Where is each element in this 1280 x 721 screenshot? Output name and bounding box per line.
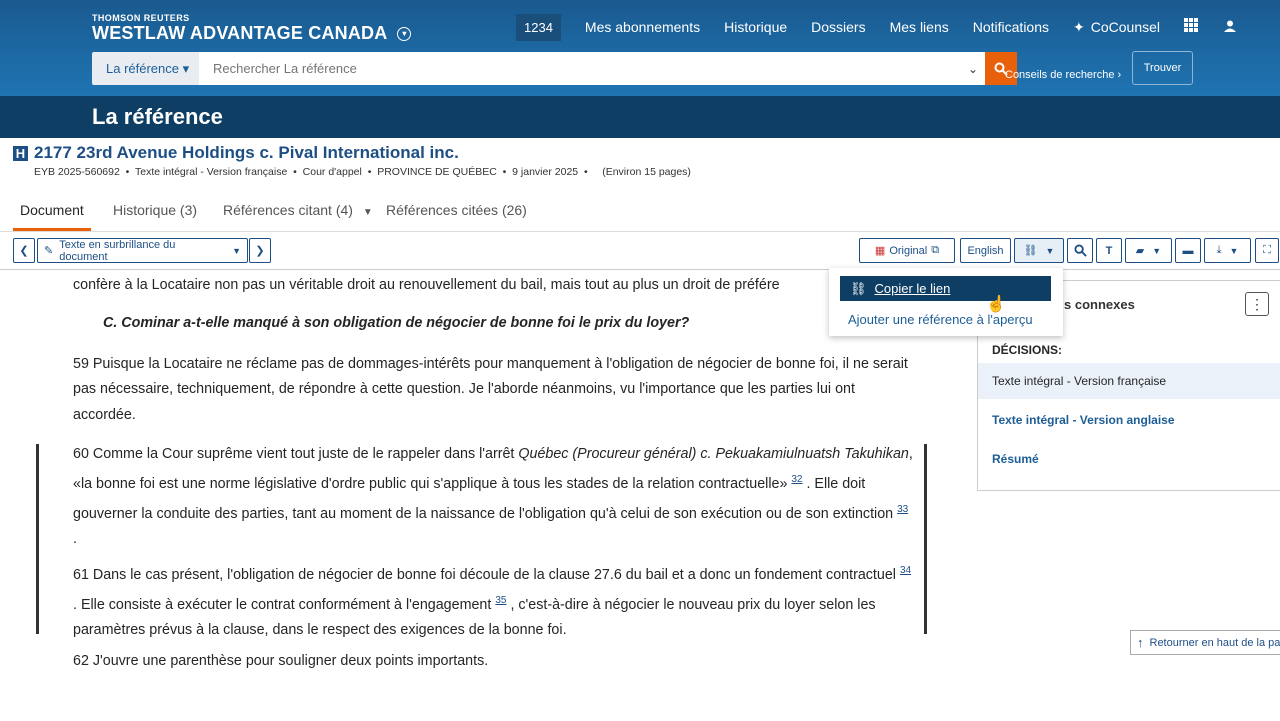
back-to-top-label: Retourner en haut de la pa xyxy=(1149,636,1280,649)
body-line: confère à la Locataire non pas un véritable droit au renouvellement du bail, mais tout au plus un droit de préfére xyxy=(73,277,780,293)
footnote-link[interactable]: 34 xyxy=(899,565,912,576)
search-type-label: La référence xyxy=(106,61,179,76)
nav-links[interactable]: Mes liens xyxy=(889,19,949,35)
apps-grid-icon[interactable] xyxy=(1184,18,1198,36)
p60-text-d: . xyxy=(73,531,77,548)
p60-text-b: , «la bonne foi est une norme législative d'ordre public qui s'applique à tous les stades de la relation contractuelle» xyxy=(73,446,913,493)
document-tabs xyxy=(0,195,1280,232)
nav-history[interactable]: Historique xyxy=(724,19,788,35)
find-button[interactable]: Trouver xyxy=(1132,51,1193,85)
brand-small: THOMSON REUTERS xyxy=(92,13,190,23)
footnote-link[interactable]: 33 xyxy=(897,504,909,516)
link-icon: ⛓ xyxy=(1023,245,1038,257)
search-dropdown-icon[interactable]: ⌄ xyxy=(961,52,985,85)
history-flag-icon[interactable]: H xyxy=(13,146,28,161)
search-input[interactable] xyxy=(199,52,961,85)
brand-main: WESTLAW ADVANTAGE CANADA xyxy=(92,23,388,43)
link-dropdown-menu xyxy=(829,268,1063,336)
page-title: La référence xyxy=(92,104,223,129)
paragraph-59: 59 Puisque la Locataire ne réclame pas de dommages-intérêts pour manquement à l'obligation de négocier de bonne foi, il ne serait pas nécessaire, techniquement, de répondre à cette question. Je l'aborde néanmoins, vu l'importance que les parties lui ont accordée. xyxy=(73,356,908,423)
caret-down-icon: ▼ xyxy=(362,207,373,218)
decisions-heading: DÉCISIONS: xyxy=(992,343,1063,357)
download-button[interactable] xyxy=(1204,238,1251,263)
download-icon: ⤓ xyxy=(1216,244,1222,256)
mouse-cursor-icon: ☝ xyxy=(986,296,1006,313)
p61-text-c: , c'est-à-dire à négocier le nouveau prix du loyer selon les paramètres prévus à la clause, dans le respect des exigences de la bonne foi. xyxy=(73,596,876,639)
pdf-icon: ▦ xyxy=(874,245,886,257)
p61-text-a: 61 Dans le cas présent, l'obligation de négocier de bonne foi découle de la clause 27.6 du bail et a donc un fondement contractuel xyxy=(73,566,900,583)
search-icon xyxy=(1074,244,1087,257)
tab-cited-references[interactable]: Références citées (26) xyxy=(386,202,527,218)
client-id[interactable]: 1234 xyxy=(516,14,561,41)
search-tips-link[interactable]: Conseils de recherche › xyxy=(1005,69,1122,81)
paragraph-62: 62 J'ouvre une parenthèse pour souligner deux points importants. xyxy=(73,653,489,669)
arrow-up-icon: ↑ xyxy=(1137,635,1144,650)
p61-text-b: . Elle consiste à exécuter le contrat conformément à l'engagement xyxy=(73,596,496,613)
nav-subscriptions[interactable]: Mes abonnements xyxy=(584,19,701,35)
pen-icon: ✎ xyxy=(44,245,54,257)
tab-citing-references[interactable] xyxy=(223,202,373,218)
related-item-french[interactable]: Texte intégral - Version française xyxy=(992,374,1167,388)
highlight-select[interactable] xyxy=(37,238,248,263)
copy-link-menu-item[interactable] xyxy=(840,276,1051,301)
p60-text-a: 60 Comme la Cour suprême vient tout juste de le rappeler dans l'arrêt xyxy=(73,446,519,462)
previous-highlight-button[interactable]: ❮ xyxy=(13,238,35,263)
text-size-icon[interactable]: T xyxy=(1096,238,1122,263)
link-menu-button[interactable] xyxy=(1014,238,1064,263)
sparkle-icon: ✦ xyxy=(1073,18,1085,35)
tab-history[interactable]: Historique (3) xyxy=(113,202,198,218)
main-nav xyxy=(516,12,1262,42)
search-type-select[interactable]: La référence ▾ xyxy=(92,52,199,85)
nav-notifications[interactable]: Notifications xyxy=(972,19,1050,35)
highlight-label: Texte en surbrillance du document xyxy=(59,238,176,263)
tab-document[interactable]: Document xyxy=(20,202,84,218)
document-toolbar xyxy=(0,238,1280,270)
note-icon: ▰ xyxy=(1135,245,1145,257)
highlight-bar-right xyxy=(924,444,927,634)
nav-cocounsel[interactable] xyxy=(1073,19,1160,36)
folder-icon[interactable]: ▬ xyxy=(1175,238,1201,263)
search-bar xyxy=(92,52,1017,85)
tab-citing-label: Références citant (4) xyxy=(223,202,353,218)
related-item-summary[interactable]: Résumé xyxy=(992,452,1039,466)
notes-button[interactable] xyxy=(1125,238,1172,263)
link-icon: ⛓ xyxy=(850,280,867,296)
user-icon[interactable] xyxy=(1224,19,1236,36)
active-tab-indicator xyxy=(13,228,91,231)
brand-logo[interactable] xyxy=(92,23,411,44)
document-title-text: 2177 23rd Avenue Holdings c. Pival International inc. xyxy=(34,143,459,162)
external-link-icon: ⧉ xyxy=(931,244,940,256)
nav-folders[interactable]: Dossiers xyxy=(811,19,866,35)
page-title-bar xyxy=(0,96,1280,138)
caret-down-icon: ▼ xyxy=(1229,245,1239,256)
search-tips-label: Conseils de recherche xyxy=(1005,69,1115,81)
related-panel-title: s connexes xyxy=(1064,297,1135,312)
original-pdf-button[interactable] xyxy=(859,238,955,263)
highlight-bar-left xyxy=(36,444,39,634)
next-highlight-button[interactable]: ❯ xyxy=(249,238,271,263)
add-reference-menu-item[interactable]: Ajouter une référence à l'aperçu xyxy=(848,312,1033,327)
footnote-link[interactable]: 32 xyxy=(791,474,803,486)
kebab-menu-icon[interactable]: ⋮ xyxy=(1245,292,1269,316)
chevron-down-icon[interactable]: ▾ xyxy=(397,27,411,41)
case-citation: Québec (Procureur général) c. Pekuakamiulnuatsh Takuhikan xyxy=(518,446,909,462)
document-meta: EYB 2025-560692 • Texte intégral - Version française • Cour d'appel • PROVINCE DE QUÉBEC • 9 janvier 2025 • (Environ 15 pages) xyxy=(34,166,691,178)
caret-down-icon: ▼ xyxy=(232,245,241,256)
english-button[interactable]: English xyxy=(960,238,1011,263)
document-title xyxy=(13,143,459,163)
caret-down-icon: ▼ xyxy=(1045,245,1055,256)
paragraph-60 xyxy=(73,442,913,553)
nav-cocounsel-label: CoCounsel xyxy=(1090,19,1161,35)
top-header xyxy=(0,0,1280,96)
footnote-link[interactable]: 35 xyxy=(495,595,507,607)
p60-text-c: . Elle doit gouverner la conduite des parties, tant au moment de la naissance de l'obligation qu'à celui de son exécution ou de son extinction xyxy=(73,476,898,523)
caret-down-icon: ▼ xyxy=(1152,245,1162,256)
paragraph-61 xyxy=(73,558,913,643)
related-item-english[interactable]: Texte intégral - Version anglaise xyxy=(992,413,1175,427)
copy-link-label: Copier le lien xyxy=(874,281,951,296)
original-label: Original xyxy=(889,244,928,257)
back-to-top-button[interactable] xyxy=(1130,630,1280,655)
section-heading: C. Cominar a-t-elle manqué à son obligation de négocier de bonne foi le prix du loyer? xyxy=(103,315,690,331)
fullscreen-icon[interactable]: ⛶ xyxy=(1255,238,1279,263)
search-in-doc-button[interactable] xyxy=(1067,238,1093,263)
